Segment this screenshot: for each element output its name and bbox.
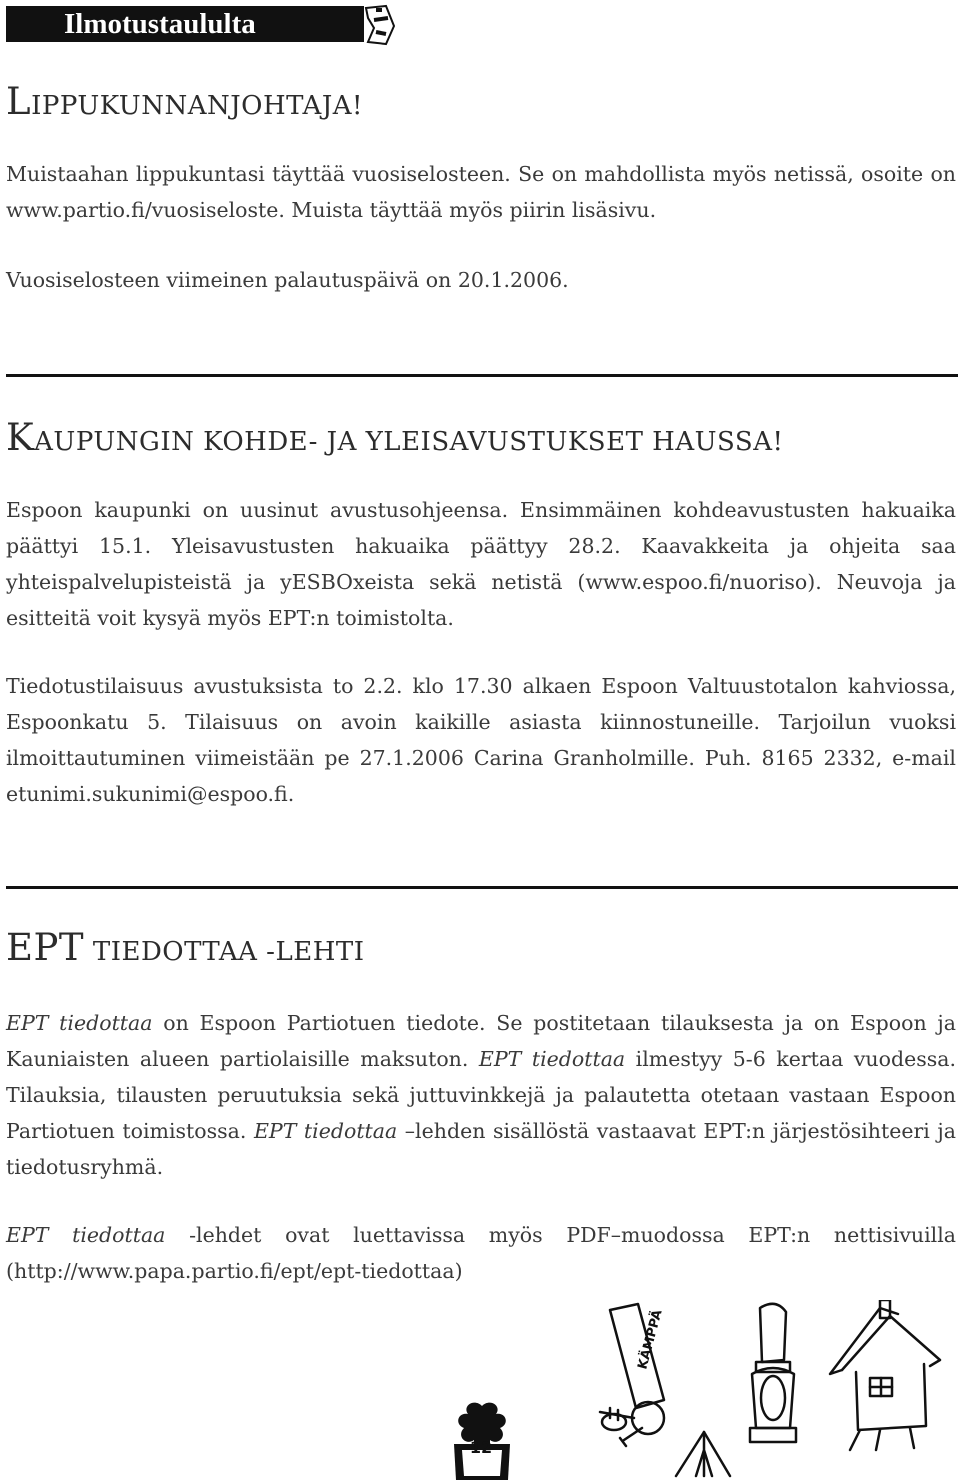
section2-paragraph-2: Tiedotustilaisuus avustuksista to 2.2. klo 17.30 alkaen Espoon Valtuustotalon kahviossa, Espoonkatu 5. Tilaisuus on avoin kaikille asiasta kiinnostuneille. Tarjoilun vuoksi ilmoittautuminen viimeistään pe 27.1.2006 Carina Granholmille. Puh. 8165 2332, e-mail etunimi.sukunimi@espoo.fi. — [6, 674, 956, 806]
svg-text:KÄMPPÄ: KÄMPPÄ — [635, 1308, 666, 1372]
publication-name: EPT tiedottaa — [6, 1011, 153, 1035]
page-header-bar — [6, 6, 364, 42]
section3-paragraph-2: EPT tiedottaa -lehdet ovat luettavissa myös PDF–muodossa EPT:n nettisivuilla (http://www.papa.partio.fi/ept/ept-tiedottaa) — [6, 1223, 956, 1283]
divider-line — [6, 886, 958, 889]
section-title-ept-tiedottaa: EPT TIEDOTTAA -LEHTI — [6, 926, 365, 969]
cabin-icon — [830, 1300, 940, 1450]
page-header-title: Ilmotustaululta — [64, 8, 256, 40]
page-number: 12 — [469, 1438, 493, 1457]
header-corner-icon — [364, 4, 398, 46]
section-title-lippukunnanjohtaja: LIPPUKUNNANJOHTAJA! — [6, 80, 363, 123]
section3-paragraph-1: EPT tiedottaa on Espoon Partiotuen tiedote. Se postitetaan tilauksesta ja on Espoon ja Kauniaisten alueen partiolaisille maksuton. EPT tiedottaa ilmestyy 5-6 kertaa vuodessa. Tilauksia, tilausten peruutuksia sekä juttuvinkkejä ja palautetta otetaan vastaan Espoon Partiotuen toimistossa. EPT tiedottaa –lehden sisällöstä vastaavat EPT:n järjestösihteeri ja tiedotusryhmä. — [6, 1011, 956, 1179]
section-title-avustukset: KAUPUNGIN KOHDE- JA YLEISAVUSTUKSET HAUSSA! — [6, 416, 784, 459]
publication-name: EPT tiedottaa — [478, 1047, 626, 1071]
publication-name: EPT tiedottaa — [6, 1223, 166, 1247]
section2-paragraph-1: Espoon kaupunki on uusinut avustusohjeensa. Ensimmäinen kohdeavustusten hakuaika päättyi 15.1. Yleisavustusten hakuaika päättyy 28.2. Kaavakkeita ja ohjeita saa yhteispalvelupisteistä ja yESBOxeista sekä netistä (www.espoo.fi/nuoriso). Neuvoja ja esitteitä voit kysyä myös EPT:n toimistolta. — [6, 498, 956, 630]
scout-camp-illustration — [580, 1300, 960, 1481]
section1-paragraph-2: Vuosiselosteen viimeinen palautuspäivä on 20.1.2006. — [6, 268, 569, 292]
publication-name: EPT tiedottaa — [253, 1119, 398, 1143]
section1-paragraph-1: Muistaahan lippukuntasi täyttää vuosiselosteen. Se on mahdollista myös netissä, osoite on www.partio.fi/vuosiseloste. Muista täyttää myös piirin lisäsivu. — [6, 162, 956, 222]
key-tag-icon — [610, 1304, 666, 1408]
divider-line — [6, 374, 958, 377]
lantern-icon — [750, 1304, 796, 1442]
tent-icon — [676, 1432, 730, 1476]
